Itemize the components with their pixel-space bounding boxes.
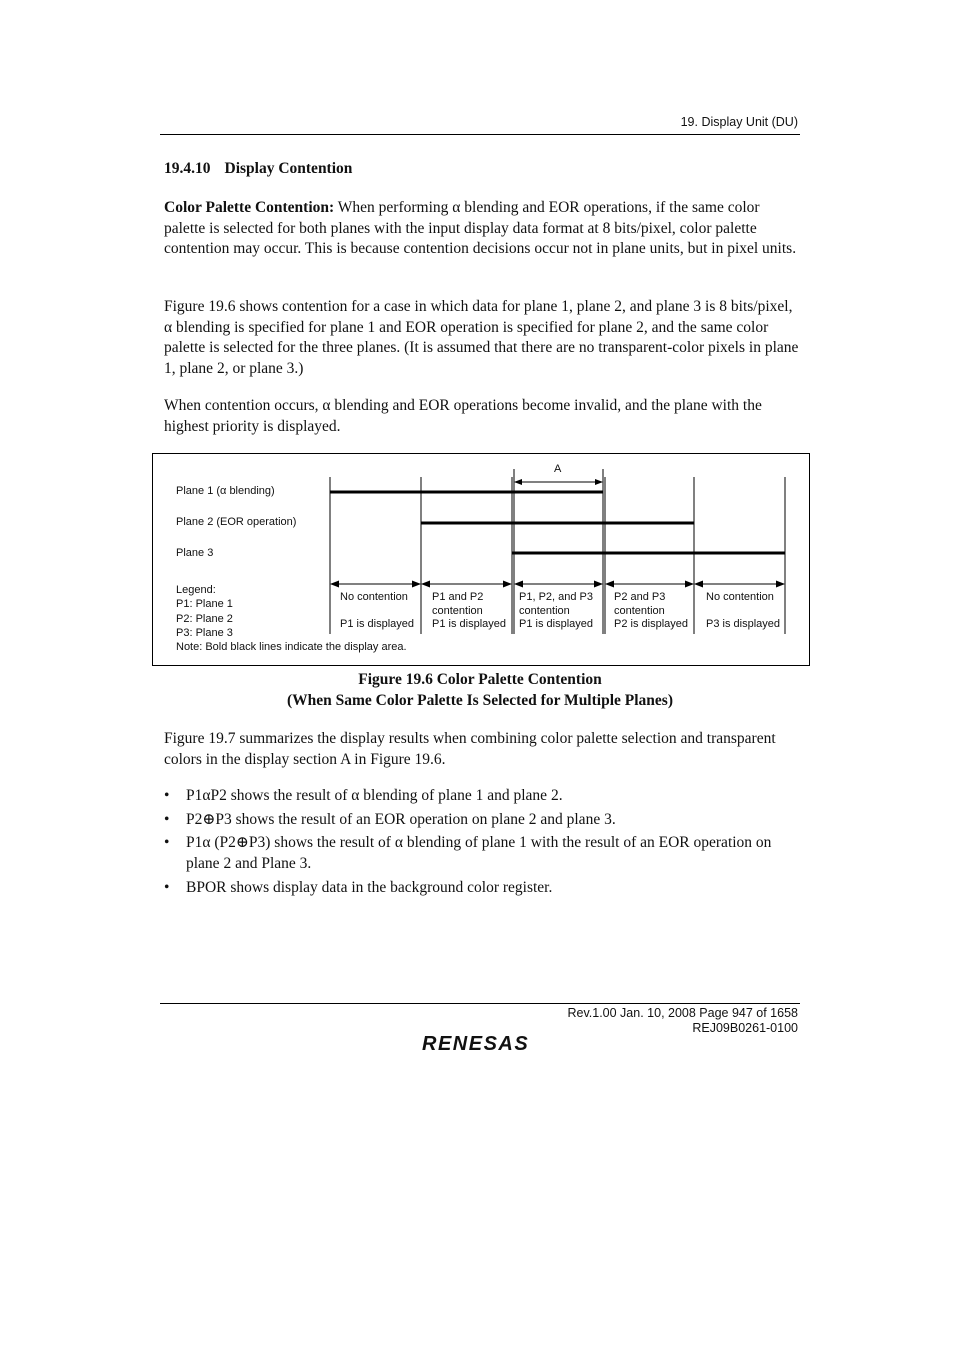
segment-label: contention <box>432 605 483 617</box>
legend-item: P1: Plane 1 <box>176 598 233 610</box>
bullet-icon: • <box>164 878 170 896</box>
segment-arrow-3 <box>514 581 603 588</box>
paragraph-contention-result: When contention occurs, α blending and EOR operations become invalid, and the plane with the highest priority is displayed. <box>164 397 762 435</box>
segment-result: P3 is displayed <box>706 618 780 630</box>
section-number: 19.4.10 <box>164 160 211 177</box>
paragraph-figure-19-7: Figure 19.7 summarizes the display results when combining color palette selection and transparent colors in the display section A in Figure 19.6. <box>164 730 776 768</box>
bullet-icon: • <box>164 787 170 804</box>
segment-label: No contention <box>706 591 774 603</box>
paragraph-lead: Color Palette Contention: <box>164 199 335 216</box>
segment-label: P1 and P2 <box>432 591 484 603</box>
segment-arrow-1 <box>330 581 421 588</box>
figure-caption-title: Figure 19.6 Color Palette Contention <box>358 671 602 688</box>
running-header: 19. Display Unit (DU) <box>680 115 798 129</box>
paragraph-body: When performing α blending and EOR operations, if the same color palette is selected for both planes with the input display data format at 8 bits/pixel, color palette contention may occur. This is because contention decisions occur not in plane units, but in pixel units. <box>164 199 797 258</box>
list-item <box>164 878 804 899</box>
list-item-text: BPOR shows display data in the background color register. <box>186 878 553 896</box>
document-code: REJ09B0261-0100 <box>692 1021 798 1035</box>
segment-arrow-4 <box>605 581 694 588</box>
section-title: Display Contention <box>224 160 353 177</box>
bullet-icon: • <box>164 834 170 852</box>
paragraph-figure-intro: Figure 19.6 shows contention for a case in which data for plane 1, plane 2, and plane 3 is 8 bits/pixel, α blending is specified for plane 1 and EOR operation is specified for plane 2, and the same color palette is selected for the three planes. (It is assumed that there are no transparent-color pixels in plane 1, plane 2, or plane 3.) <box>164 298 799 378</box>
legend-item: P3: Plane 3 <box>176 627 233 639</box>
plane-label: Plane 1 (α blending) <box>176 485 275 497</box>
plane-label: Plane 2 (EOR operation) <box>176 516 297 528</box>
paragraph-color-palette-contention <box>164 198 804 260</box>
segment-arrow-2 <box>421 581 512 588</box>
renesas-logo: RENESAS <box>422 1033 530 1055</box>
header-rule <box>160 134 800 135</box>
revision-info: Rev.1.00 Jan. 10, 2008 Page 947 of 1658 <box>567 1006 798 1020</box>
legend-title: Legend: <box>176 584 216 596</box>
segment-label: P2 and P3 <box>614 591 666 603</box>
segment-label: P1, P2, and P3 <box>519 591 593 603</box>
bullet-list <box>164 786 804 902</box>
figure-19-6 <box>152 453 810 666</box>
list-item <box>164 810 804 831</box>
segment-label: No contention <box>340 591 408 603</box>
list-item-text: P2⊕P3 shows the result of an EOR operation on plane 2 and plane 3. <box>186 810 616 828</box>
segment-result: P2 is displayed <box>614 618 688 630</box>
segment-result: P1 is displayed <box>340 618 414 630</box>
segment-result: P1 is displayed <box>432 618 506 630</box>
list-item <box>164 833 804 874</box>
bullet-icon: • <box>164 810 170 828</box>
segment-label: contention <box>519 605 570 617</box>
plane-label: Plane 3 <box>176 547 214 559</box>
arrowhead <box>514 479 522 485</box>
page-footer <box>567 1006 798 1036</box>
section-heading <box>164 160 352 178</box>
segment-arrow-5 <box>694 581 785 588</box>
list-item-text: P1αP2 shows the result of α blending of plane 1 and plane 2. <box>186 787 563 804</box>
legend-item: P2: Plane 2 <box>176 613 233 625</box>
footer-rule <box>160 1003 800 1004</box>
figure-caption-subtitle: (When Same Color Palette Is Selected for Multiple Planes) <box>286 692 673 709</box>
arrowhead <box>595 479 603 485</box>
figure-note: Note: Bold black lines indicate the display area. <box>176 641 407 653</box>
segment-label: contention <box>614 605 665 617</box>
segment-result: P1 is displayed <box>519 618 593 630</box>
list-item <box>164 786 804 807</box>
list-item-text: P1α (P2⊕P3) shows the result of α blending of plane 1 with the result of an EOR operation on plane 2 and Plane 3. <box>186 834 772 873</box>
marker-a-label: A <box>554 463 562 475</box>
